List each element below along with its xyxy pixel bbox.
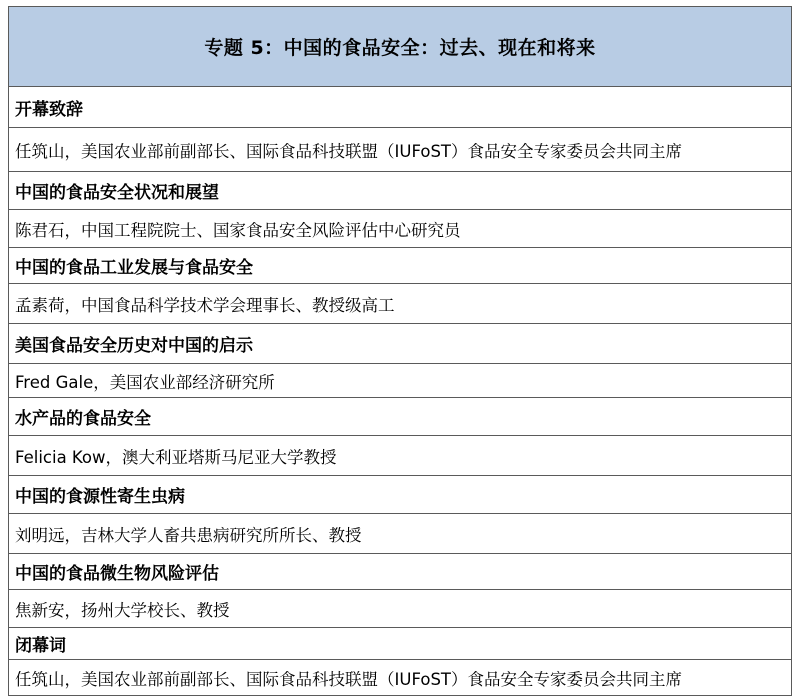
session-speaker: 孟素荷，中国食品科学技术学会理事长、教授级高工 — [9, 283, 791, 323]
session-title: 美国食品安全历史对中国的启示 — [9, 323, 791, 363]
session-speaker: 焦新安，扬州大学校长、教授 — [9, 589, 791, 627]
session-speaker: Felicia Kow，澳大利亚塔斯马尼亚大学教授 — [9, 435, 791, 475]
session-speaker: 刘明远，吉林大学人畜共患病研究所所长、教授 — [9, 513, 791, 553]
session-title: 水产品的食品安全 — [9, 397, 791, 435]
session-speaker: 任筑山，美国农业部前副部长、国际食品科技联盟（IUFoST）食品安全专家委员会共同主席 — [9, 127, 791, 171]
session-title: 开幕致辞 — [15, 99, 83, 120]
session-title: 中国的食源性寄生虫病 — [9, 475, 791, 513]
page-title: 专题 5：中国的食品安全：过去、现在和将来 — [204, 37, 596, 59]
session-speaker: Fred Gale，美国农业部经济研究所 — [9, 363, 791, 397]
session-title: 中国的食品工业发展与食品安全 — [9, 247, 791, 283]
session-title: 闭幕词 — [9, 627, 791, 659]
session-speaker: 任筑山，美国农业部前副部长、国际食品科技联盟（IUFoST）食品安全专家委员会共同主席 — [9, 659, 791, 695]
program-table — [8, 6, 792, 696]
table-header — [9, 7, 791, 87]
session-title: 中国的食品微生物风险评估 — [9, 553, 791, 589]
session-speaker: 陈君石，中国工程院院士、国家食品安全风险评估中心研究员 — [9, 209, 791, 247]
session-title: 中国的食品安全状况和展望 — [9, 171, 791, 209]
